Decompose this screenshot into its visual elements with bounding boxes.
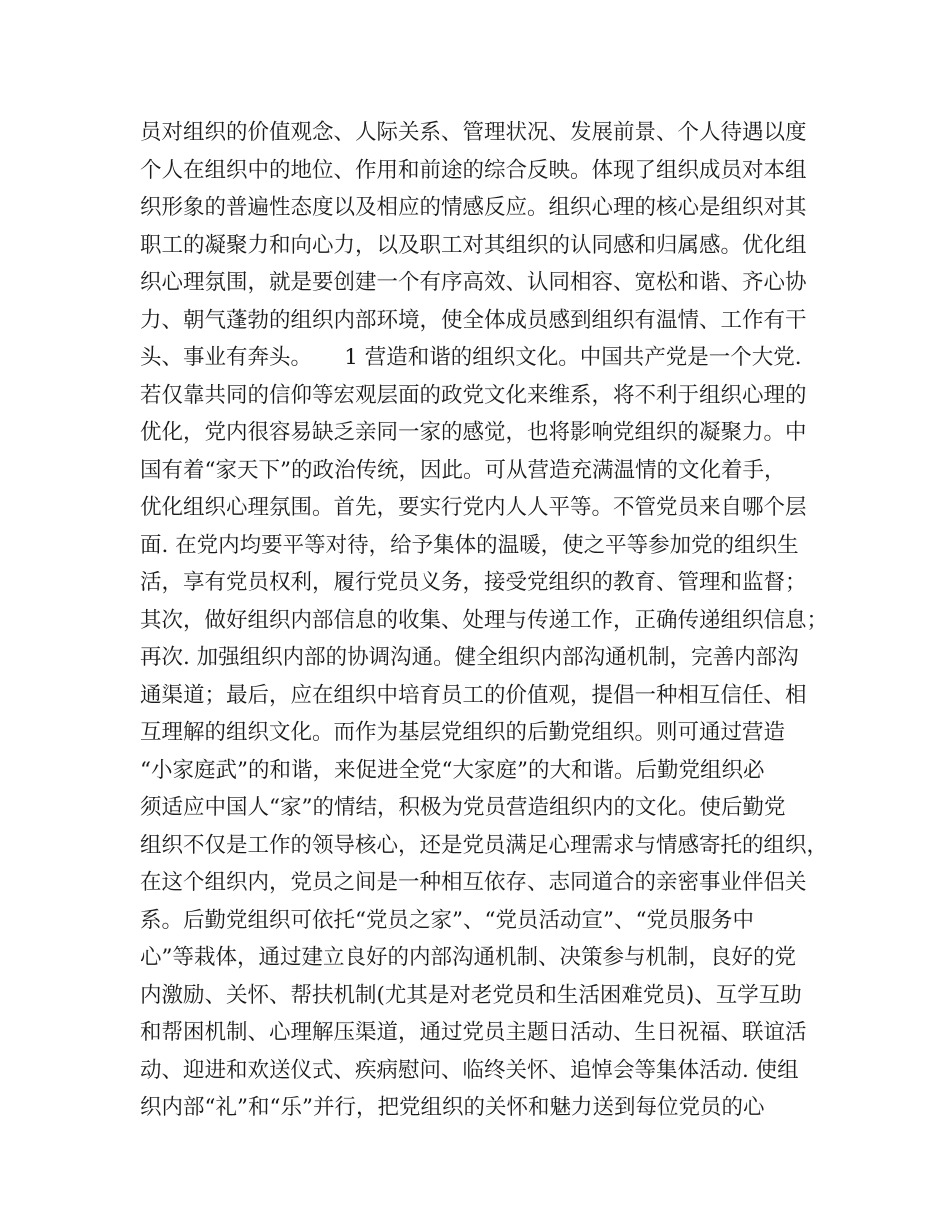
text-line: 头、事业有奔头。 1 营造和谐的组织文化。中国共产党是一个大党. <box>140 345 802 370</box>
text-line: 织形象的普遍性态度以及相应的情感反应。组织心理的核心是组织对其 <box>140 195 807 220</box>
text-line: 通渠道；最后，应在组织中培育员工的价值观，提倡一种相互信任、相 <box>140 682 807 708</box>
body-text <box>140 114 830 1127</box>
text-line: 互理解的组织文化。而作为基层党组织的后勤党组织。则可通过营造 <box>140 720 786 745</box>
text-line: 系。后勤党组织可依托“党员之家”、“党员活动宣”、“党员服务中 <box>140 907 754 933</box>
text-line: 员对组织的价值观念、人际关系、管理状况、发展前景、个人待遇以度 <box>140 120 807 145</box>
text-line: 活，享有党员权利，履行党员义务，接受党组织的教育、管理和监督； <box>140 570 807 595</box>
text-line: 其次，做好组织内部信息的收集、处理与传递工作，正确传递组织信息； <box>140 607 829 633</box>
text-line: 面. 在党内均要平等对待，给予集体的温暖，使之平等参加党的组织生 <box>140 532 799 558</box>
text-line: 力、朝气蓬勃的组织内部环境，使全体成员感到组织有温情、工作有干 <box>140 307 807 333</box>
text-line: 优化组织心理氛围。首先，要实行党内人人平等。不管党员来自哪个层 <box>140 495 807 520</box>
text-line: 织内部“礼”和“乐”并行，把党组织的关怀和魅力送到每位党员的心 <box>140 1095 765 1120</box>
text-line: 优化，党内很容易缺乏亲同一家的感觉，也将影响党组织的凝聚力。中 <box>140 420 807 445</box>
text-line: 和帮困机制、心理解压渠道，通过党员主题日活动、生日祝福、联谊活 <box>140 1020 807 1045</box>
text-line: 动、迎进和欢送仪式、疾病慰问、临终关怀、追悼会等集体活动. 使组 <box>140 1057 799 1083</box>
text-line: 织心理氛围，就是要创建一个有序高效、认同相容、宽松和谐、齐心协 <box>140 270 807 295</box>
text-line: 组织不仅是工作的领导核心，还是党员满足心理需求与情感寄托的组织， <box>140 832 829 858</box>
text-line: 若仅靠共同的信仰等宏观层面的政党文化来维系，将不利于组织心理的 <box>140 382 807 408</box>
text-line: 个人在组织中的地位、作用和前途的综合反映。体现了组织成员对本组 <box>140 157 807 183</box>
text-line: 在这个组织内，党员之间是一种相互依存、志同道合的亲密事业伴侣关 <box>140 870 807 895</box>
text-line: “小家庭武”的和谐，来促进全党“大家庭”的大和谐。后勤党组织必 <box>140 757 765 783</box>
text-line: 国有着“家天下”的政治传统，因此。可从营造充满温情的文化着手， <box>140 457 786 483</box>
text-line: 内激励、关怀、帮扶机制(尤其是对老党员和生活困难党员)、互学互助 <box>140 982 802 1008</box>
text-line: 再次. 加强组织内部的协调沟通。健全组织内部沟通机制，完善内部沟 <box>140 645 799 670</box>
text-line: 须适应中国人“家”的情结，积极为党员营造组织内的文化。使后勤党 <box>140 795 786 820</box>
text-line: 职工的凝聚力和向心力，以及职工对其组织的认同感和归属感。优化组 <box>140 232 807 258</box>
text-line: 心”等栽体，通过建立良好的内部沟通机制、决策参与机制，良好的党 <box>140 945 796 970</box>
